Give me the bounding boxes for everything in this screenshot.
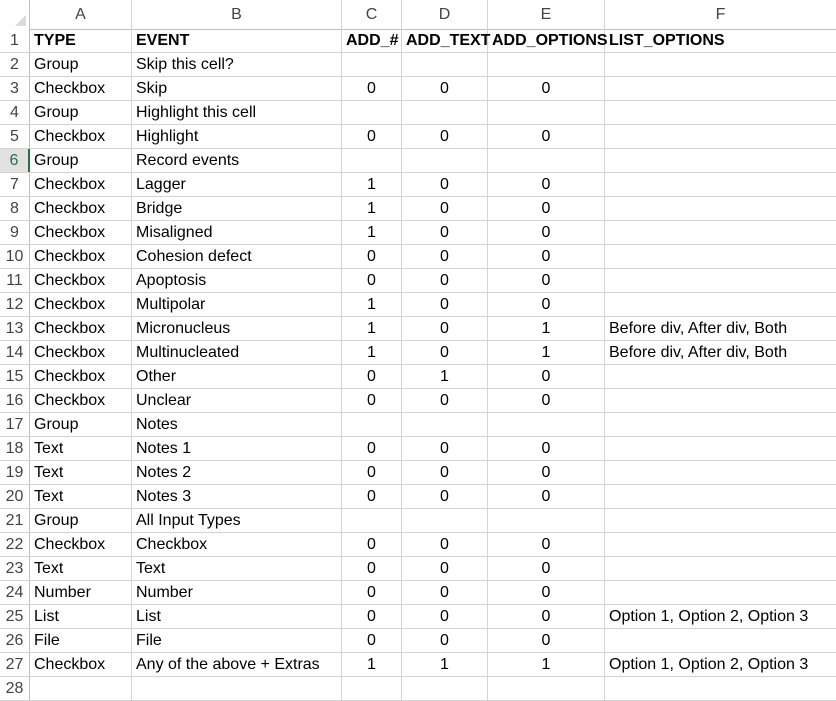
table-row <box>0 101 836 125</box>
cell-b15[interactable]: Other <box>132 365 342 388</box>
cell-d18[interactable]: 0 <box>402 437 488 460</box>
cell-f18[interactable] <box>605 437 836 460</box>
cell-c27[interactable]: 1 <box>342 653 402 676</box>
row-header[interactable]: 2 <box>0 53 30 76</box>
cell-c5[interactable]: 0 <box>342 125 402 148</box>
row-header[interactable]: 15 <box>0 365 30 388</box>
cell-a21[interactable]: Group <box>30 509 132 532</box>
cell-d23[interactable]: 0 <box>402 557 488 580</box>
cell-a6[interactable]: Group <box>30 149 132 172</box>
cell-a22[interactable]: Checkbox <box>30 533 132 556</box>
table-row <box>0 389 836 413</box>
cell-f25[interactable]: Option 1, Option 2, Option 3 <box>609 608 809 625</box>
cell-e24[interactable]: 0 <box>488 581 605 604</box>
cell-e15[interactable]: 0 <box>488 365 605 388</box>
cell-a13[interactable]: Checkbox <box>30 317 132 340</box>
cell-b14[interactable]: Multinucleated <box>132 341 342 364</box>
cell-f19[interactable] <box>605 461 836 484</box>
cell-e9[interactable]: 0 <box>488 221 605 244</box>
cell-c2[interactable] <box>342 53 402 76</box>
cell-a17[interactable]: Group <box>30 413 132 436</box>
row-header[interactable]: 17 <box>0 413 30 436</box>
cell-f26[interactable] <box>605 629 836 652</box>
cell-b17[interactable]: Notes <box>132 413 342 436</box>
cell-e2[interactable] <box>488 53 605 76</box>
cell-e20[interactable]: 0 <box>488 485 605 508</box>
cell-d9[interactable]: 0 <box>402 221 488 244</box>
cell-a7[interactable]: Checkbox <box>30 173 132 196</box>
cell-e3[interactable]: 0 <box>488 77 605 100</box>
cell-a2[interactable]: Group <box>30 53 132 76</box>
cell-a25[interactable]: List <box>30 605 132 628</box>
cell-e11[interactable]: 0 <box>488 269 605 292</box>
cell-e19[interactable]: 0 <box>488 461 605 484</box>
select-all-corner[interactable] <box>0 0 30 29</box>
cell-f1[interactable]: LIST_OPTIONS <box>609 32 725 49</box>
cell-b13[interactable]: Micronucleus <box>132 317 342 340</box>
table-row <box>0 317 836 341</box>
cell-d27[interactable]: 1 <box>402 653 488 676</box>
cell-d5[interactable]: 0 <box>402 125 488 148</box>
cell-e28[interactable] <box>488 677 605 700</box>
table-row <box>0 461 836 485</box>
row-header[interactable]: 18 <box>0 437 30 460</box>
cell-f10[interactable] <box>605 245 836 268</box>
cell-c24[interactable]: 0 <box>342 581 402 604</box>
table-row-header <box>0 29 836 53</box>
row-header[interactable]: 1 <box>0 29 30 52</box>
cell-f9[interactable] <box>605 221 836 244</box>
row-header[interactable]: 6 <box>0 149 30 172</box>
table-row <box>0 293 836 317</box>
cell-b21[interactable]: All Input Types <box>132 509 342 532</box>
row-header[interactable]: 21 <box>0 509 30 532</box>
column-header-row <box>0 0 836 30</box>
table-row <box>0 173 836 197</box>
cell-f6[interactable] <box>605 149 836 172</box>
cell-e10[interactable]: 0 <box>488 245 605 268</box>
cell-b16[interactable]: Unclear <box>132 389 342 412</box>
cell-b2[interactable]: Skip this cell? <box>132 53 342 76</box>
table-row <box>0 221 836 245</box>
cell-c13[interactable]: 1 <box>342 317 402 340</box>
table-row <box>0 485 836 509</box>
table-row <box>0 149 836 173</box>
cell-c14[interactable]: 1 <box>342 341 402 364</box>
column-header-c[interactable]: C <box>342 0 402 29</box>
cell-f12[interactable] <box>605 293 836 316</box>
cell-d24[interactable]: 0 <box>402 581 488 604</box>
table-row <box>0 125 836 149</box>
cell-b25[interactable]: List <box>132 605 342 628</box>
cell-d17[interactable] <box>402 413 488 436</box>
cell-f16[interactable] <box>605 389 836 412</box>
cell-b28[interactable] <box>132 677 342 700</box>
cell-a23[interactable]: Text <box>30 557 132 580</box>
cell-d11[interactable]: 0 <box>402 269 488 292</box>
cell-d6[interactable] <box>402 149 488 172</box>
cell-c9[interactable]: 1 <box>342 221 402 244</box>
cell-d28[interactable] <box>402 677 488 700</box>
cell-e7[interactable]: 0 <box>488 173 605 196</box>
column-header-d[interactable]: D <box>402 0 488 29</box>
row-header[interactable]: 13 <box>0 317 30 340</box>
cell-e25[interactable]: 0 <box>488 605 605 628</box>
row-header[interactable]: 28 <box>0 677 30 700</box>
row-header[interactable]: 23 <box>0 557 30 580</box>
cell-e27[interactable]: 1 <box>488 653 605 676</box>
cell-b3[interactable]: Skip <box>132 77 342 100</box>
cell-d7[interactable]: 0 <box>402 173 488 196</box>
cell-f13[interactable]: Before div, After div, Both <box>609 320 788 337</box>
cell-a16[interactable]: Checkbox <box>30 389 132 412</box>
cell-e26[interactable]: 0 <box>488 629 605 652</box>
cell-b9[interactable]: Misaligned <box>132 221 342 244</box>
cell-b12[interactable]: Multipolar <box>132 293 342 316</box>
cell-b20[interactable]: Notes 3 <box>132 485 342 508</box>
cell-d2[interactable] <box>402 53 488 76</box>
cell-a20[interactable]: Text <box>30 485 132 508</box>
table-row <box>0 413 836 437</box>
row-header[interactable]: 25 <box>0 605 30 628</box>
cell-d8[interactable]: 0 <box>402 197 488 220</box>
cell-d19[interactable]: 0 <box>402 461 488 484</box>
cell-f24[interactable] <box>605 581 836 604</box>
cell-e14[interactable]: 1 <box>488 341 605 364</box>
cell-f20[interactable] <box>605 485 836 508</box>
table-row <box>0 245 836 269</box>
row-header[interactable]: 4 <box>0 101 30 124</box>
cell-e1[interactable]: ADD_OPTIONS <box>488 29 605 52</box>
cell-c17[interactable] <box>342 413 402 436</box>
row-header[interactable]: 10 <box>0 245 30 268</box>
cell-d14[interactable]: 0 <box>402 341 488 364</box>
cell-d10[interactable]: 0 <box>402 245 488 268</box>
cell-f22[interactable] <box>605 533 836 556</box>
cell-e18[interactable]: 0 <box>488 437 605 460</box>
table-row <box>0 605 836 629</box>
cell-c3[interactable]: 0 <box>342 77 402 100</box>
row-header[interactable]: 14 <box>0 341 30 364</box>
cell-b7[interactable]: Lagger <box>132 173 342 196</box>
table-row <box>0 437 836 461</box>
cell-c7[interactable]: 1 <box>342 173 402 196</box>
cell-c28[interactable] <box>342 677 402 700</box>
cell-f4[interactable] <box>605 101 836 124</box>
cell-c16[interactable]: 0 <box>342 389 402 412</box>
cell-a9[interactable]: Checkbox <box>30 221 132 244</box>
table-row <box>0 557 836 581</box>
row-header[interactable]: 9 <box>0 221 30 244</box>
cell-a12[interactable]: Checkbox <box>30 293 132 316</box>
cell-e13[interactable]: 1 <box>488 317 605 340</box>
cell-e4[interactable] <box>488 101 605 124</box>
cell-c15[interactable]: 0 <box>342 365 402 388</box>
cell-a19[interactable]: Text <box>30 461 132 484</box>
table-row <box>0 629 836 653</box>
cell-a26[interactable]: File <box>30 629 132 652</box>
cell-f8[interactable] <box>605 197 836 220</box>
cell-b26[interactable]: File <box>132 629 342 652</box>
column-header-f[interactable]: F <box>715 6 726 23</box>
cell-e8[interactable]: 0 <box>488 197 605 220</box>
cell-c25[interactable]: 0 <box>342 605 402 628</box>
row-header[interactable]: 27 <box>0 653 30 676</box>
cell-d15[interactable]: 1 <box>402 365 488 388</box>
column-header-b[interactable]: B <box>132 0 342 29</box>
cell-c22[interactable]: 0 <box>342 533 402 556</box>
cell-d16[interactable]: 0 <box>402 389 488 412</box>
cell-b11[interactable]: Apoptosis <box>132 269 342 292</box>
table-row <box>0 341 836 365</box>
cell-e22[interactable]: 0 <box>488 533 605 556</box>
row-header[interactable]: 11 <box>0 269 30 292</box>
table-row <box>0 365 836 389</box>
cell-b5[interactable]: Highlight <box>132 125 342 148</box>
cell-e6[interactable] <box>488 149 605 172</box>
cell-e12[interactable]: 0 <box>488 293 605 316</box>
cell-a11[interactable]: Checkbox <box>30 269 132 292</box>
cell-b24[interactable]: Number <box>132 581 342 604</box>
cell-b18[interactable]: Notes 1 <box>132 437 342 460</box>
cell-f5[interactable] <box>605 125 836 148</box>
cell-a28[interactable] <box>30 677 132 700</box>
cell-c18[interactable]: 0 <box>342 437 402 460</box>
table-row <box>0 581 836 605</box>
cell-b10[interactable]: Cohesion defect <box>132 245 342 268</box>
table-row <box>0 53 836 77</box>
cell-f15[interactable] <box>605 365 836 388</box>
cell-c1[interactable]: ADD_# <box>342 29 402 52</box>
cell-f7[interactable] <box>605 173 836 196</box>
cell-f11[interactable] <box>605 269 836 292</box>
table-row <box>0 653 836 677</box>
cell-c20[interactable]: 0 <box>342 485 402 508</box>
column-header-a[interactable]: A <box>30 0 132 29</box>
cell-b8[interactable]: Bridge <box>132 197 342 220</box>
cell-c10[interactable]: 0 <box>342 245 402 268</box>
table-row <box>0 197 836 221</box>
cell-a1[interactable]: TYPE <box>30 29 132 52</box>
table-row <box>0 533 836 557</box>
row-header[interactable]: 19 <box>0 461 30 484</box>
cell-f14[interactable]: Before div, After div, Both <box>609 344 788 361</box>
cell-f21[interactable] <box>605 509 836 532</box>
cell-c26[interactable]: 0 <box>342 629 402 652</box>
table-row <box>0 677 836 701</box>
table-row <box>0 509 836 533</box>
row-header[interactable]: 5 <box>0 125 30 148</box>
row-header[interactable]: 8 <box>0 197 30 220</box>
cell-d25[interactable]: 0 <box>402 605 488 628</box>
select-all-triangle-icon <box>15 15 26 26</box>
row-header[interactable]: 12 <box>0 293 30 316</box>
cell-f28[interactable] <box>605 677 836 700</box>
row-header[interactable]: 16 <box>0 389 30 412</box>
cell-b6[interactable]: Record events <box>132 149 342 172</box>
cell-a10[interactable]: Checkbox <box>30 245 132 268</box>
cell-e16[interactable]: 0 <box>488 389 605 412</box>
cell-a15[interactable]: Checkbox <box>30 365 132 388</box>
cell-a14[interactable]: Checkbox <box>30 341 132 364</box>
row-header[interactable]: 3 <box>0 77 30 100</box>
cell-c21[interactable] <box>342 509 402 532</box>
cell-a18[interactable]: Text <box>30 437 132 460</box>
cell-b23[interactable]: Text <box>132 557 342 580</box>
cell-d22[interactable]: 0 <box>402 533 488 556</box>
cell-c11[interactable]: 0 <box>342 269 402 292</box>
cell-e21[interactable] <box>488 509 605 532</box>
table-row <box>0 77 836 101</box>
cell-f17[interactable] <box>605 413 836 436</box>
cell-f2[interactable] <box>605 53 836 76</box>
cell-d12[interactable]: 0 <box>402 293 488 316</box>
cell-c12[interactable]: 1 <box>342 293 402 316</box>
column-header-e[interactable]: E <box>488 0 605 29</box>
cell-c23[interactable]: 0 <box>342 557 402 580</box>
row-header[interactable]: 7 <box>0 173 30 196</box>
cell-b22[interactable]: Checkbox <box>132 533 342 556</box>
cell-a3[interactable]: Checkbox <box>30 77 132 100</box>
cell-e17[interactable] <box>488 413 605 436</box>
cell-d4[interactable] <box>402 101 488 124</box>
cell-f23[interactable] <box>605 557 836 580</box>
cell-b4[interactable]: Highlight this cell <box>132 101 342 124</box>
row-header[interactable]: 20 <box>0 485 30 508</box>
cell-f27[interactable]: Option 1, Option 2, Option 3 <box>609 656 809 673</box>
cell-a5[interactable]: Checkbox <box>30 125 132 148</box>
cell-b19[interactable]: Notes 2 <box>132 461 342 484</box>
row-header[interactable]: 22 <box>0 533 30 556</box>
table-row <box>0 269 836 293</box>
cell-d20[interactable]: 0 <box>402 485 488 508</box>
cell-d3[interactable]: 0 <box>402 77 488 100</box>
cell-d13[interactable]: 0 <box>402 317 488 340</box>
cell-d21[interactable] <box>402 509 488 532</box>
cell-a24[interactable]: Number <box>30 581 132 604</box>
cell-c19[interactable]: 0 <box>342 461 402 484</box>
row-header[interactable]: 26 <box>0 629 30 652</box>
cell-c4[interactable] <box>342 101 402 124</box>
cell-a4[interactable]: Group <box>30 101 132 124</box>
cell-a8[interactable]: Checkbox <box>30 197 132 220</box>
cell-e5[interactable]: 0 <box>488 125 605 148</box>
cell-d1[interactable]: ADD_TEXT <box>402 29 488 52</box>
row-header[interactable]: 24 <box>0 581 30 604</box>
cell-c6[interactable] <box>342 149 402 172</box>
cell-b27[interactable]: Any of the above + Extras <box>132 653 342 676</box>
cell-a27[interactable]: Checkbox <box>30 653 132 676</box>
cell-f3[interactable] <box>605 77 836 100</box>
cell-c8[interactable]: 1 <box>342 197 402 220</box>
cell-d26[interactable]: 0 <box>402 629 488 652</box>
cell-b1[interactable]: EVENT <box>132 29 342 52</box>
cell-e23[interactable]: 0 <box>488 557 605 580</box>
